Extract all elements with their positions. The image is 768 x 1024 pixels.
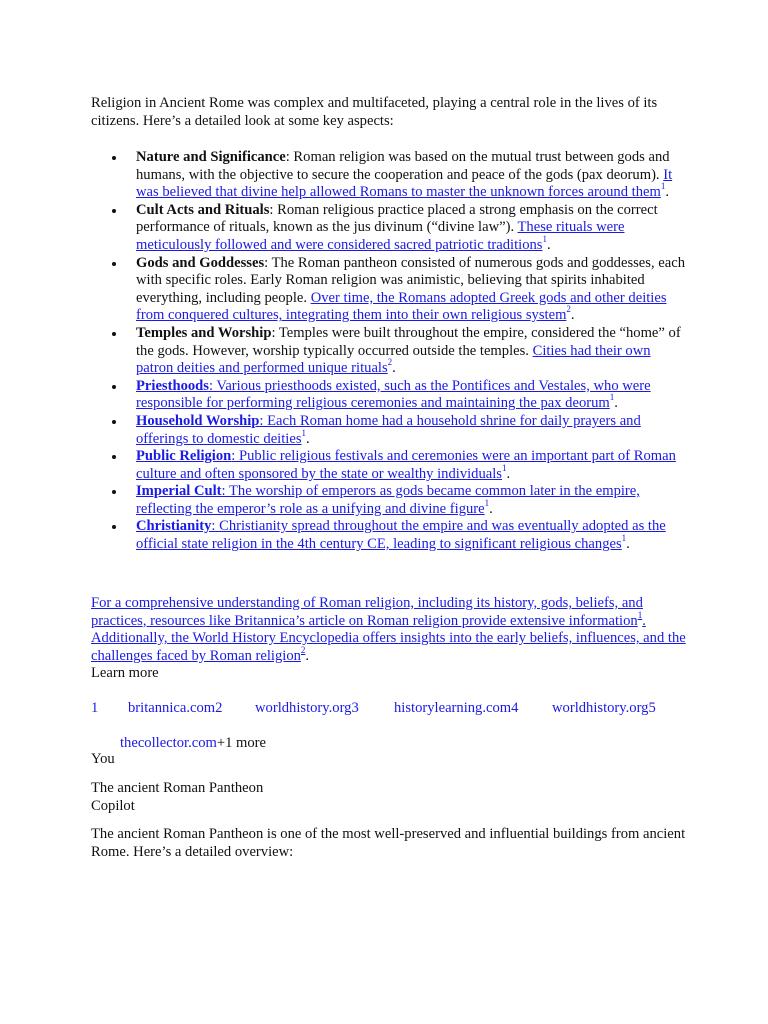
aspect-title[interactable]: Imperial Cult [136,483,222,500]
aspect-end: . [570,307,575,324]
key-aspect-item [110,325,685,378]
user-prompt: The ancient Roman Pantheon [91,780,264,796]
key-aspect-item [110,378,685,413]
key-aspect-item [110,518,685,553]
aspect-citation-link[interactable]: Over time, the Romans adopted Greek gods and other deities from conquered cultures, integrating them into their own religious system [136,289,667,324]
aspect-title[interactable]: Priesthoods [136,377,209,394]
summary-end: . [305,647,310,664]
learn-more-label: Learn more [91,665,159,681]
aspect-title: Temples and Worship [136,324,272,341]
aspect-citation-link[interactable]: These rituals were meticulously followed and were considered sacred patriotic traditions [136,219,625,253]
aspect-end: . [506,465,511,482]
aspect-end: . [306,430,310,447]
aspect-title[interactable]: Household Worship [136,412,260,429]
summary-link-worldhistory[interactable]: . Additionally, the World History Encyclopedia offers insights into the early beliefs, influences, and the challenges faced by Roman religion [91,612,686,664]
key-aspect-item [110,202,685,255]
aspect-end: . [665,184,669,201]
aspect-citation-link[interactable]: : Each Roman home had a household shrine for daily prayers and offerings to domestic deities [136,412,641,447]
source-link-worldhistory[interactable]: worldhistory.org3 [255,700,359,716]
aspect-citation-link[interactable]: : Public religious festivals and ceremonies were an important part of Roman culture and often sponsored by the state or wealthy individuals [136,448,676,482]
key-aspect-item [110,448,685,483]
aspect-citation-ref[interactable]: 1 [542,234,547,245]
aspect-citation-ref[interactable]: 1 [609,392,615,403]
summary-ref-1[interactable]: 1 [637,609,643,620]
source-link-thecollector[interactable]: thecollector.com [120,735,217,751]
summary-ref-2[interactable]: 2 [300,644,306,655]
aspect-text: : Temples were built throughout the empire, considered the “home” of the gods. However, worship typically occurred outside the temples. [136,324,681,359]
source-link-historylearning[interactable]: historylearning.com4 [394,700,519,716]
aspect-text: : Roman religious practice placed a strong emphasis on the correct performance of rituals, known as the jus divinum (“divine law”). [136,201,658,236]
aspect-citation-ref[interactable]: 2 [387,357,393,368]
aspect-citation-ref[interactable]: 1 [621,533,627,544]
intro-paragraph: Religion in Ancient Rome was complex and multifaceted, playing a central role in the lives of its citizens. Here’s a detailed look at some key aspects: [91,95,658,129]
aspect-citation-ref[interactable]: 1 [484,498,490,509]
summary-paragraph [91,595,691,665]
source-number[interactable]: 1 [91,700,99,716]
answer-intro: The ancient Roman Pantheon is one of the most well-preserved and influential buildings from ancient Rome. Here’s a detailed overview: [91,826,686,860]
aspect-title: Gods and Goddesses [136,254,265,271]
key-aspect-item [110,413,685,448]
aspect-citation-link[interactable]: Cities had their own patron deities and performed unique rituals [136,342,651,377]
aspect-text: : Roman religion was based on the mutual trust between gods and humans, with the objective to secure the cooperation and peace of the gods (pax deorum). [136,149,670,183]
aspect-citation-ref[interactable]: 1 [301,427,306,438]
summary-link-britannica[interactable]: For a comprehensive understanding of Roman religion, including its history, gods, beliefs, and practices, resources like Britannica’s article on Roman religion provide extensive information [91,595,643,629]
more-sources-button[interactable]: +1 more [216,735,267,751]
aspect-text: : The Roman pantheon consisted of numerous gods and goddesses, each with specific roles. Early Roman religion was animistic, believing that spirits inhabited everything, including people. [136,254,685,306]
aspect-end: . [546,236,551,253]
aspect-citation-link[interactable]: : Christianity spread throughout the empire and was eventually adopted as the official state religion in the 4th century CE, leading to significant religious changes [136,518,666,553]
aspect-citation-link[interactable]: It was believed that divine help allowed Romans to master the unknown forces around them [136,166,673,201]
key-aspects-list [110,149,685,554]
aspect-citation-ref[interactable]: 2 [566,304,571,315]
aspect-citation-link[interactable]: : The worship of emperors as gods became common later in the empire, reflecting the emperor’s role as a unifying and divine figure [136,483,640,517]
aspect-citation-ref[interactable]: 1 [501,462,507,473]
aspect-citation-ref[interactable]: 1 [660,181,666,192]
source-link-worldhistory-2[interactable]: worldhistory.org5 [552,700,656,716]
aspect-title: Cult Acts and Rituals [136,201,270,218]
source-link-britannica[interactable]: britannica.com2 [128,700,223,716]
key-aspect-item [110,483,685,518]
aspect-end: . [489,500,493,517]
sources-row-2 [120,735,720,753]
user-label: You [91,751,115,767]
key-aspect-item [110,255,685,325]
aspect-title[interactable]: Public Religion [136,448,232,465]
aspect-end: . [392,360,396,377]
aspect-title[interactable]: Christianity [136,518,212,535]
aspect-citation-link[interactable]: : Various priesthoods existed, such as the Pontifices and Vestales, who were responsible for performing religious ceremonies and maintaining the pax deorum [136,377,651,412]
aspect-title: Nature and Significance [136,149,286,165]
aspect-end: . [614,395,618,412]
assistant-label: Copilot [91,798,135,814]
key-aspect-item [110,149,685,202]
aspect-end: . [626,536,630,553]
